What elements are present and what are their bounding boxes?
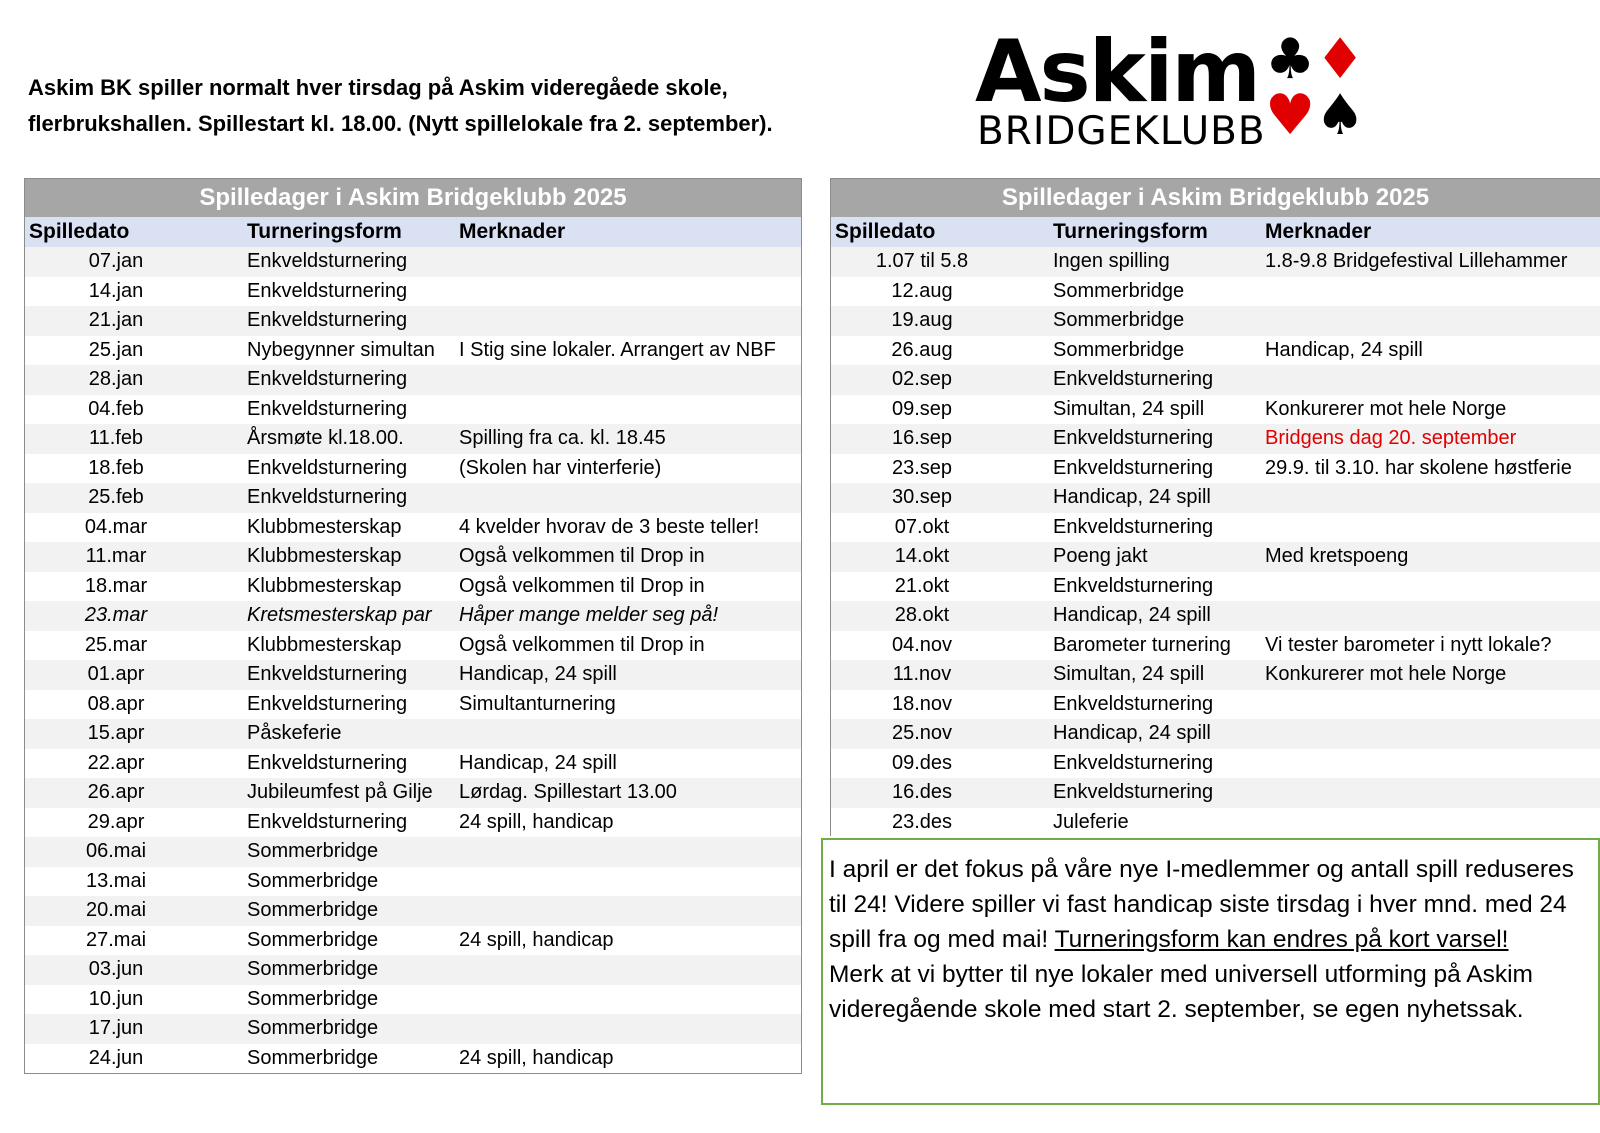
table-row	[25, 690, 801, 720]
cell-note	[459, 955, 801, 985]
cell-note: Handicap, 24 spill	[1265, 338, 1423, 361]
cell-date: 11.mar	[85, 545, 147, 567]
table-row	[831, 808, 1600, 838]
cell-date: 11.feb	[88, 427, 144, 449]
header-form: Turneringsform	[247, 220, 402, 243]
cell-note: Håper mange melder seg på!	[459, 604, 719, 626]
cell-form: Kretsmesterskap par	[247, 604, 432, 626]
cell-date: 29.apr	[87, 810, 145, 833]
cell-note	[459, 985, 801, 1015]
cell-form: Barometer turnering	[1053, 633, 1231, 656]
cell-date: 26.aug	[891, 338, 953, 361]
cell-date: 25.jan	[88, 338, 144, 361]
cell-note	[459, 719, 801, 749]
cell-date: 25.mar	[84, 633, 148, 656]
club-suit-icon: ♣	[1265, 27, 1316, 92]
table-row	[831, 483, 1600, 513]
cell-form: Enkveldsturnering	[247, 397, 408, 420]
table-row	[25, 896, 801, 926]
cell-form: Enkveldsturnering	[1053, 751, 1214, 774]
table-header	[831, 217, 1600, 247]
table-row	[831, 542, 1600, 572]
cell-note	[1265, 483, 1600, 513]
cell-date: 24.jun	[88, 1046, 144, 1069]
cell-date: 13.mai	[85, 869, 147, 892]
cell-date: 18.nov	[891, 692, 953, 715]
header-date: Spilledato	[29, 220, 130, 243]
table-row	[831, 690, 1600, 720]
cell-date: 06.mai	[85, 840, 147, 862]
notice-paragraph-1	[829, 852, 1590, 957]
cell-note: Også velkommen til Drop in	[459, 545, 705, 567]
cell-date: 22.apr	[87, 751, 145, 774]
cell-note: Med kretspoeng	[1265, 545, 1409, 567]
cell-note: Også velkommen til Drop in	[459, 574, 705, 597]
table-row	[831, 424, 1600, 454]
cell-form: Sommerbridge	[1053, 338, 1185, 361]
table-row	[25, 365, 801, 395]
cell-form: Poeng jakt	[1053, 545, 1148, 567]
table-row	[831, 336, 1600, 366]
cell-note	[459, 395, 801, 425]
table-body	[831, 247, 1600, 837]
cell-date: 11.nov	[892, 663, 952, 685]
table-row	[25, 778, 801, 808]
cell-note	[459, 837, 801, 867]
cell-date: 16.sep	[891, 427, 953, 449]
cell-note: Lørdag. Spillestart 13.00	[459, 781, 677, 803]
table-row	[25, 1014, 801, 1044]
cell-note: Konkurerer mot hele Norge	[1265, 397, 1507, 420]
cell-form: Sommerbridge	[247, 1017, 379, 1039]
cell-form: Enkveldsturnering	[1053, 456, 1214, 479]
table-row	[831, 572, 1600, 602]
table-row	[25, 660, 801, 690]
table-row	[25, 513, 801, 543]
table-row	[831, 749, 1600, 779]
header-note: Merknader	[1265, 220, 1372, 243]
header-note: Merknader	[459, 220, 566, 243]
cell-form: Årsmøte kl.18.00.	[247, 427, 404, 449]
cell-date: 21.jan	[88, 309, 144, 331]
cell-note	[1265, 808, 1600, 838]
cell-form: Klubbmesterskap	[247, 574, 402, 597]
cell-date: 28.jan	[88, 368, 144, 390]
table-row	[831, 454, 1600, 484]
cell-form: Enkveldsturnering	[1053, 781, 1214, 803]
cell-date: 21.okt	[894, 574, 950, 597]
cell-date: 18.mar	[84, 574, 148, 597]
cell-note: Bridgens dag 20. september	[1265, 427, 1517, 449]
cell-date: 19.aug	[891, 309, 953, 331]
cell-note: Handicap, 24 spill	[459, 663, 617, 685]
cell-form: Enkveldsturnering	[1053, 515, 1214, 538]
cell-form: Sommerbridge	[247, 958, 379, 980]
cell-date: 07.okt	[894, 515, 950, 538]
table-row	[25, 749, 801, 779]
cell-date: 30.sep	[891, 486, 953, 508]
cell-form: Nybegynner simultan	[247, 338, 435, 361]
table-row	[25, 424, 801, 454]
cell-date: 20.mai	[85, 899, 147, 921]
notice-paragraph-2: Merk at vi bytter til nye lokaler med universell utforming på Askim videregående skole med start 2. september, se egen nyhetssak.	[829, 961, 1533, 1023]
header-form: Turneringsform	[1053, 220, 1208, 243]
table-row	[831, 601, 1600, 631]
table-row	[831, 778, 1600, 808]
schedule-table-spring	[24, 178, 802, 1074]
table-row	[25, 336, 801, 366]
table-row	[25, 955, 801, 985]
cell-form: Påskeferie	[247, 722, 342, 744]
cell-note: Konkurerer mot hele Norge	[1265, 663, 1507, 685]
cell-note	[1265, 365, 1600, 395]
notice-box	[821, 838, 1600, 1105]
cell-note: I Stig sine lokaler. Arrangert av NBF	[459, 338, 776, 361]
table-row	[25, 483, 801, 513]
cell-date: 23.mar	[84, 604, 148, 626]
table-row	[831, 395, 1600, 425]
cell-date: 23.des	[891, 810, 953, 833]
cell-form: Ingen spilling	[1053, 250, 1170, 272]
cell-form: Enkveldsturnering	[247, 279, 408, 302]
cell-note	[459, 306, 801, 336]
cell-form: Enkveldsturnering	[247, 309, 408, 331]
cell-date: 10.jun	[88, 987, 144, 1010]
cell-form: Jubileumfest på Gilje	[247, 781, 433, 803]
cell-form: Sommerbridge	[1053, 279, 1185, 302]
cell-form: Juleferie	[1053, 810, 1129, 833]
cell-note	[459, 483, 801, 513]
cell-note	[1265, 690, 1600, 720]
cell-note	[459, 365, 801, 395]
cell-form: Handicap, 24 spill	[1053, 486, 1211, 508]
cell-note	[1265, 306, 1600, 336]
intro-line-2: flerbrukshallen. Spillestart kl. 18.00. (Nytt spillelokale fra 2. september).	[28, 111, 773, 136]
cell-date: 03.jun	[88, 958, 144, 980]
cell-note	[1265, 277, 1600, 307]
table-row	[25, 808, 801, 838]
cell-note	[1265, 513, 1600, 543]
cell-form: Enkveldsturnering	[247, 456, 408, 479]
table-row	[831, 719, 1600, 749]
cell-note	[1265, 572, 1600, 602]
heart-suit-icon: ♥	[1265, 83, 1316, 148]
cell-form: Enkveldsturnering	[247, 751, 408, 774]
cell-form: Enkveldsturnering	[247, 368, 408, 390]
cell-form: Klubbmesterskap	[247, 515, 402, 538]
cell-form: Klubbmesterskap	[247, 633, 402, 656]
cell-note	[459, 1014, 801, 1044]
cell-form: Enkveldsturnering	[1053, 574, 1214, 597]
table-row	[831, 660, 1600, 690]
notice-warning-underlined: Turneringsform kan endres på kort varsel!	[1054, 926, 1509, 953]
cell-note: Handicap, 24 spill	[459, 751, 617, 774]
table-row	[831, 306, 1600, 336]
cell-note: 1.8-9.8 Bridgefestival Lillehammer	[1265, 250, 1568, 272]
cell-note	[459, 247, 801, 277]
cell-date: 04.feb	[88, 397, 144, 420]
table-row	[25, 719, 801, 749]
cell-form: Enkveldsturnering	[247, 486, 408, 508]
cell-note: (Skolen har vinterferie)	[459, 456, 662, 479]
cell-note: 24 spill, handicap	[459, 1046, 614, 1069]
cell-date: 28.okt	[894, 604, 950, 626]
table-row	[25, 631, 801, 661]
table-row	[831, 277, 1600, 307]
cell-form: Sommerbridge	[247, 928, 379, 951]
cell-date: 18.feb	[88, 456, 144, 479]
cell-date: 16.des	[891, 781, 953, 803]
cell-form: Enkveldsturnering	[1053, 692, 1214, 715]
table-row	[25, 277, 801, 307]
table-row	[25, 926, 801, 956]
logo-wordmark: Askim	[975, 22, 1260, 122]
cell-form: Enkveldsturnering	[1053, 427, 1214, 449]
cell-form: Klubbmesterskap	[247, 545, 402, 567]
cell-date: 12.aug	[891, 279, 953, 302]
cell-note	[1265, 778, 1600, 808]
cell-note: Spilling fra ca. kl. 18.45	[459, 427, 666, 449]
cell-form: Handicap, 24 spill	[1053, 722, 1211, 744]
cell-date: 25.nov	[891, 722, 953, 744]
cell-date: 07.jan	[88, 250, 144, 272]
cell-note: 24 spill, handicap	[459, 810, 614, 833]
cell-date: 02.sep	[891, 368, 953, 390]
table-body	[25, 247, 801, 1073]
cell-form: Enkveldsturnering	[247, 810, 408, 833]
cell-form: Sommerbridge	[247, 869, 379, 892]
cell-date: 09.des	[891, 751, 953, 774]
table-title: Spilledager i Askim Bridgeklubb 2025	[25, 179, 801, 217]
cell-note	[1265, 749, 1600, 779]
table-row	[25, 247, 801, 277]
cell-date: 17.jun	[88, 1017, 144, 1039]
table-row	[25, 837, 801, 867]
cell-date: 25.feb	[88, 486, 144, 508]
cell-form: Sommerbridge	[247, 1046, 379, 1069]
cell-form: Sommerbridge	[247, 840, 379, 862]
table-row	[25, 601, 801, 631]
table-row	[25, 542, 801, 572]
cell-date: 08.apr	[87, 692, 145, 715]
table-header	[25, 217, 801, 247]
cell-form: Simultan, 24 spill	[1053, 663, 1205, 685]
table-row	[25, 454, 801, 484]
cell-note	[459, 867, 801, 897]
table-row	[831, 247, 1600, 277]
cell-note: Vi tester barometer i nytt lokale?	[1265, 633, 1552, 656]
table-row	[25, 306, 801, 336]
cell-form: Simultan, 24 spill	[1053, 397, 1205, 420]
intro-line-1: Askim BK spiller normalt hver tirsdag på Askim videregåede skole,	[28, 75, 728, 100]
cell-date: 27.mai	[85, 928, 147, 951]
cell-form: Enkveldsturnering	[247, 250, 408, 272]
cell-date: 23.sep	[891, 456, 953, 479]
cell-date: 1.07 til 5.8	[875, 250, 969, 272]
cell-form: Enkveldsturnering	[247, 692, 408, 715]
table-row	[25, 867, 801, 897]
header-date: Spilledato	[835, 220, 936, 243]
cell-date: 14.jan	[88, 279, 144, 302]
table-row	[25, 395, 801, 425]
cell-date: 04.mar	[84, 515, 148, 538]
table-row	[831, 631, 1600, 661]
cell-form: Handicap, 24 spill	[1053, 604, 1211, 626]
cell-note	[459, 896, 801, 926]
cell-form: Sommerbridge	[247, 899, 379, 921]
cell-note	[1265, 601, 1600, 631]
cell-note: 4 kvelder hvorav de 3 beste teller!	[459, 515, 760, 538]
cell-note: Også velkommen til Drop in	[459, 633, 705, 656]
table-row	[25, 1044, 801, 1074]
cell-note: 29.9. til 3.10. har skolene høstferie	[1265, 456, 1572, 479]
cell-form: Sommerbridge	[1053, 309, 1185, 331]
spade-suit-icon: ♠	[1315, 83, 1366, 148]
cell-note	[1265, 719, 1600, 749]
diamond-suit-icon: ♦	[1315, 27, 1366, 92]
cell-note: Simultanturnering	[459, 692, 616, 715]
club-logo	[975, 22, 1375, 154]
table-row	[831, 365, 1600, 395]
cell-date: 01.apr	[87, 663, 145, 685]
cell-form: Enkveldsturnering	[1053, 368, 1214, 390]
table-row	[25, 985, 801, 1015]
cell-note	[459, 277, 801, 307]
cell-date: 15.apr	[87, 722, 145, 744]
table-title: Spilledager i Askim Bridgeklubb 2025	[831, 179, 1600, 217]
cell-date: 26.apr	[87, 781, 145, 803]
cell-note: 24 spill, handicap	[459, 928, 614, 951]
table-row	[25, 572, 801, 602]
intro-text	[28, 70, 908, 142]
cell-date: 04.nov	[891, 633, 953, 656]
schedule-table-autumn	[830, 178, 1600, 836]
cell-form: Enkveldsturnering	[247, 663, 408, 685]
cell-date: 14.okt	[894, 545, 950, 567]
table-row	[831, 513, 1600, 543]
cell-form: Sommerbridge	[247, 987, 379, 1010]
notice-text: I april er det fokus på våre nye I-medlemmer og antall spill reduseres til 24! Videre spiller vi fast handicap siste tirsdag i hver mnd. med 24 spill fra og med mai!	[829, 856, 1574, 953]
logo-subtitle: BRIDGEKLUBB	[977, 109, 1266, 154]
cell-date: 09.sep	[891, 397, 953, 420]
